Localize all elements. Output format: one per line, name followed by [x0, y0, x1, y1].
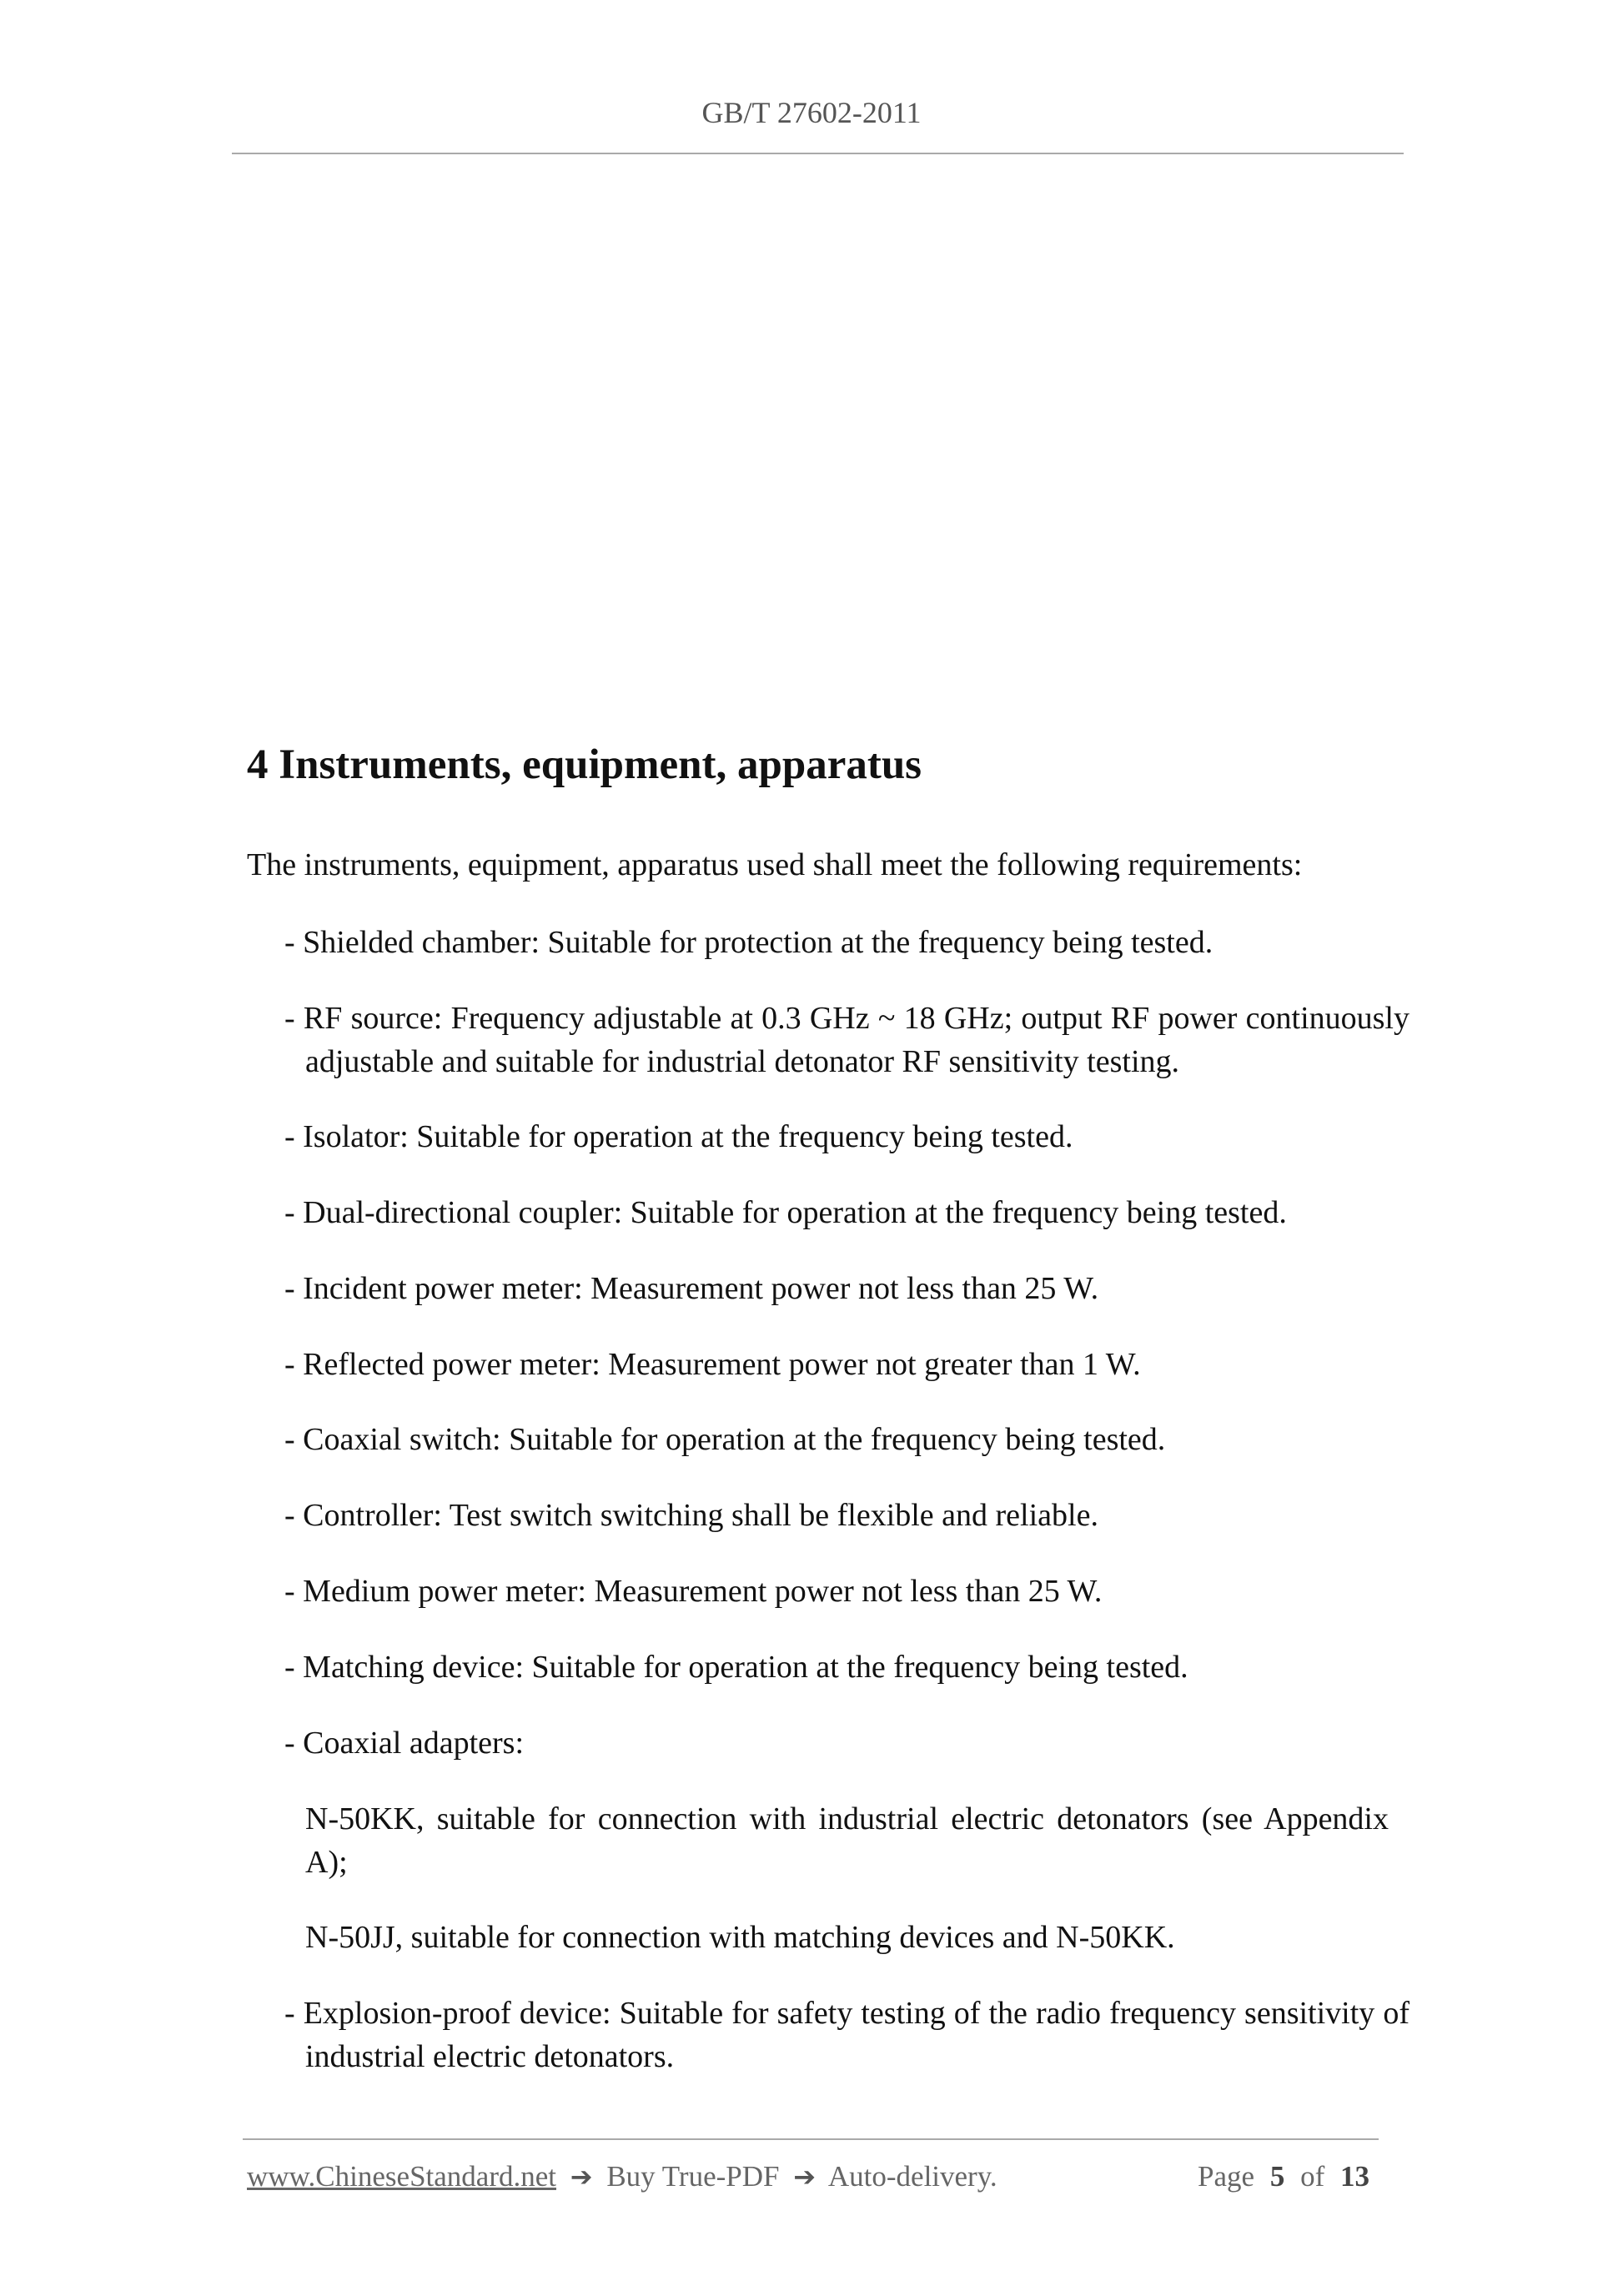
- right-arrow-icon: ➔: [570, 2161, 593, 2193]
- header-divider: [232, 153, 1404, 154]
- list-item-incident-meter: - Incident power meter: Measurement power not less than 25 W.: [284, 1271, 1099, 1306]
- section-heading: 4 Instruments, equipment, apparatus: [247, 741, 922, 788]
- list-item-shielded-chamber: - Shielded chamber: Suitable for protection at the frequency being tested.: [284, 925, 1213, 960]
- page-total: 13: [1340, 2160, 1369, 2193]
- footer-delivery-text: Auto-delivery.: [827, 2160, 997, 2193]
- list-item-rf-source: - RF source: Frequency adjustable at 0.3 GHz ~ 18 GHz; output RF power continuously adjustable and suitable for industrial detonator RF sensitivity testing.: [284, 1001, 1409, 1079]
- list-item-controller: - Controller: Test switch switching shall be flexible and reliable.: [284, 1498, 1098, 1533]
- list-item-coaxial-adapters: - Coaxial adapters:: [284, 1726, 525, 1761]
- page-number: 5: [1269, 2160, 1285, 2193]
- list-item-coaxial-switch: - Coaxial switch: Suitable for operation at the frequency being tested.: [284, 1422, 1166, 1457]
- right-arrow-icon: ➔: [793, 2161, 817, 2193]
- list-item-medium-meter: - Medium power meter: Measurement power not less than 25 W.: [284, 1574, 1103, 1609]
- footer-buy-text: Buy True-PDF: [606, 2160, 780, 2193]
- page-of-label: of: [1300, 2160, 1325, 2193]
- footer-website-link[interactable]: www.ChineseStandard.net: [247, 2160, 556, 2193]
- list-item-matching-device: - Matching device: Suitable for operation at the frequency being tested.: [284, 1650, 1188, 1685]
- section-intro: The instruments, equipment, apparatus used shall meet the following requirements:: [247, 847, 1303, 882]
- adapter-n50kk: N-50KK, suitable for connection with industrial electric detonators (see Appendix A);: [305, 1801, 1389, 1880]
- adapter-n50jj: N-50JJ, suitable for connection with matching devices and N-50KK.: [305, 1920, 1175, 1955]
- list-item-isolator: - Isolator: Suitable for operation at the frequency being tested.: [284, 1119, 1073, 1154]
- list-item-reflected-meter: - Reflected power meter: Measurement power not greater than 1 W.: [284, 1347, 1141, 1382]
- list-item-explosion-proof: - Explosion-proof device: Suitable for safety testing of the radio frequency sensitivity of industrial electric detonators.: [284, 1996, 1409, 2074]
- page-indicator: [1198, 2160, 1378, 2193]
- footer-divider: [243, 2138, 1379, 2140]
- page-label: Page: [1198, 2160, 1255, 2193]
- header-title: GB/T 27602-2011: [701, 96, 922, 129]
- list-item-dual-coupler: - Dual-directional coupler: Suitable for operation at the frequency being tested.: [284, 1195, 1287, 1230]
- footer-promo: [247, 2160, 997, 2193]
